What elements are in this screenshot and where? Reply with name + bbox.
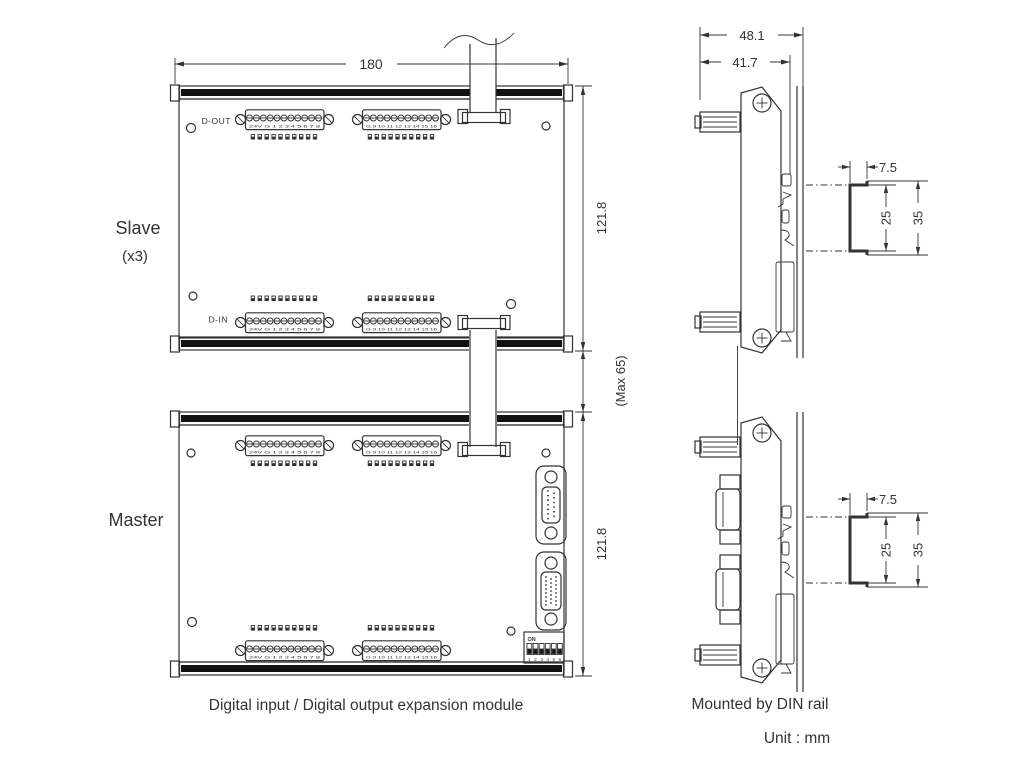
slave-side-view (695, 86, 850, 445)
master-side-view (695, 412, 850, 692)
terminal-side-bottom (695, 312, 740, 332)
mounting-hole (542, 449, 550, 457)
d-in-label: D-IN (208, 314, 228, 325)
din-module-drawing: 25 35 24V G 1 2 3 4 5 6 7 8 G 9 10 11 12 13 14 15 16 24V G 1 2 3 4 5 6 7 8 G 9 10 11 12 13 14 15 16 24V G 1 2 3 4 5 6 7 8 G 9 10 11 12 13 14 15 16 24V G 1 2 3 4 5 6 7 8 G 9 10 11 12 13 14 15 16 ON 1 2 3 4 5 6 D-OUT D-IN Slave (x3) Master 180 121.8 (Max 65) 121.8 Digital input / Digital output expansion module 48.1 41.7 Mounted by DIN rail Unit : mm (0, 0, 1024, 768)
master-top-row (236, 436, 451, 466)
mounting-hole (507, 300, 516, 309)
dip-number: 4 (546, 657, 549, 662)
dip-number: 5 (552, 657, 556, 662)
side-view (692, 27, 928, 747)
dsub-side-2 (716, 555, 740, 624)
dsub-side-1 (716, 475, 740, 544)
terminal-labels: G 9 10 11 12 13 14 15 16 (366, 450, 437, 455)
slave-din-row (236, 296, 451, 333)
dim-overall-depth: 48.1 (739, 28, 765, 43)
terminal-labels: G 9 10 11 12 13 14 15 16 (366, 124, 437, 129)
dip-number: 1 (528, 657, 531, 662)
rail-clip (776, 174, 794, 341)
dimension-heights (575, 86, 628, 676)
slave-qty-label: (x3) (122, 248, 148, 265)
master-label: Master (108, 510, 164, 530)
terminal-side-top (695, 437, 740, 457)
mounting-hole (507, 627, 515, 635)
front-view-caption: Digital input / Digital output expansion module (208, 697, 524, 714)
rail-clip (776, 506, 794, 673)
mounting-hole (188, 618, 197, 627)
mounting-hole (542, 122, 550, 130)
terminal-labels: 24V G 1 2 3 4 5 6 7 8 (249, 450, 320, 455)
dim-master-height: 121.8 (594, 527, 609, 561)
terminal-labels: G 9 10 11 12 13 14 15 16 (366, 327, 437, 332)
dip-number: 3 (540, 657, 543, 662)
dim-slave-height: 121.8 (594, 201, 609, 235)
slave-dout-row (236, 110, 451, 139)
terminal-labels: 24V G 1 2 3 4 5 6 7 8 (249, 327, 320, 332)
dip-switch (524, 632, 564, 663)
terminal-labels: 24V G 1 2 3 4 5 6 7 8 (249, 124, 320, 129)
ribbon-cable-top (444, 33, 514, 124)
side-view-caption: Mounted by DIN rail (691, 696, 829, 713)
front-view (108, 33, 628, 714)
mounting-hole (189, 292, 197, 300)
terminal-labels: G 9 10 11 12 13 14 15 16 (366, 655, 437, 660)
dsub-connector-26pin (536, 552, 566, 630)
unit-caption: Unit : mm (763, 730, 831, 747)
mounting-hole (187, 449, 195, 457)
mounting-hole (187, 124, 196, 133)
master-bottom-row (236, 626, 451, 661)
dimension-width (175, 56, 568, 84)
dim-width-value: 180 (359, 56, 383, 72)
dimension-depths (700, 27, 803, 175)
dip-number: 2 (534, 657, 537, 662)
terminal-labels: 24V G 1 2 3 4 5 6 7 8 (249, 655, 320, 660)
dim-stack-gap: (Max 65) (613, 355, 628, 407)
slave-label: Slave (115, 218, 161, 238)
dip-number: 6 (558, 657, 562, 662)
dsub-connector-15pin (536, 466, 566, 544)
dim-module-depth: 41.7 (732, 55, 758, 70)
dip-on-label: ON (527, 637, 536, 643)
terminal-side-top (695, 112, 740, 132)
terminal-side-bottom (695, 645, 740, 665)
d-out-label: D-OUT (201, 116, 231, 126)
